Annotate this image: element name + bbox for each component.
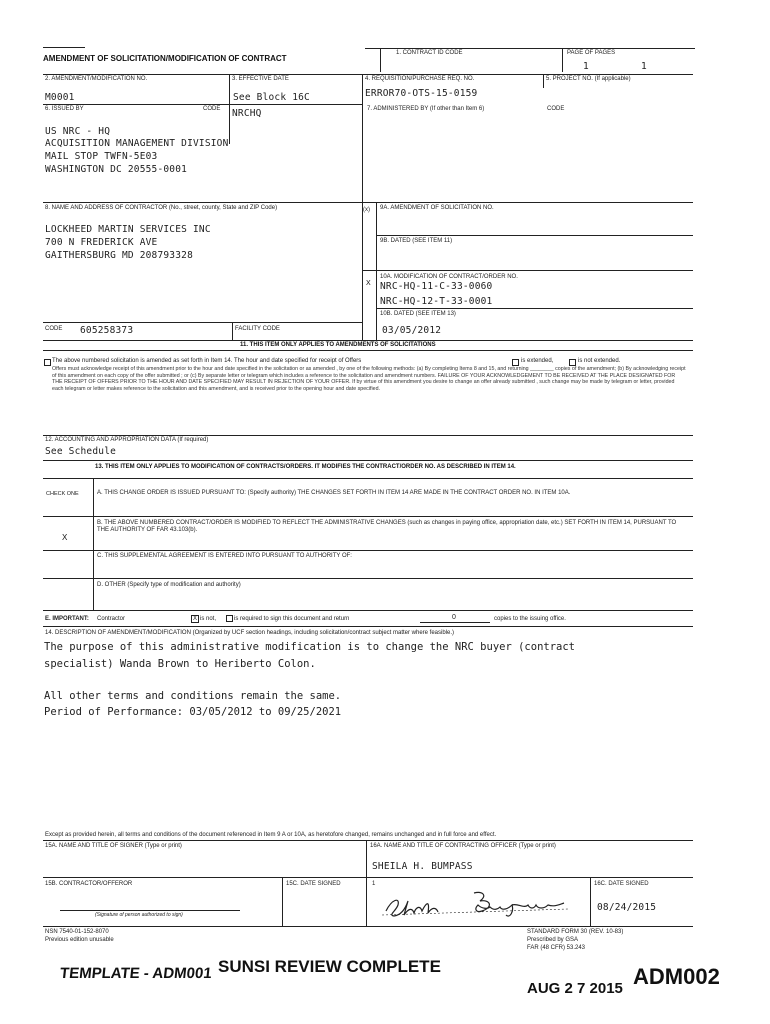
row-rule — [43, 550, 693, 551]
contractor-line-1: LOCKHEED MARTIN SERVICES INC — [45, 224, 211, 235]
field-6-code-label: CODE — [203, 106, 221, 112]
row-rule — [43, 478, 693, 479]
field-9a-label: 9A. AMENDMENT OF SOLICITATION NO. — [380, 205, 494, 211]
field-15b-signature-label: (Signature of person authorized to sign) — [95, 912, 183, 918]
not-extended-checkbox[interactable] — [569, 359, 576, 366]
col-divider — [229, 74, 230, 144]
row-rule — [43, 460, 693, 461]
field-3-label: 3. EFFECTIVE DATE — [232, 76, 289, 82]
contractor-line-3: GAITHERSBURG MD 208793328 — [45, 250, 193, 261]
prescribed-label: Prescribed by GSA — [527, 937, 579, 943]
adm-stamp: ADM002 — [633, 964, 720, 989]
facility-code-label: FACILITY CODE — [235, 326, 280, 332]
important-label: E. IMPORTANT: — [45, 616, 89, 622]
extended-label: is extended, — [521, 358, 554, 364]
col-divider — [376, 202, 377, 340]
row-rule — [376, 308, 693, 309]
issuer-line-4: WASHINGTON DC 20555-0001 — [45, 164, 188, 175]
form-title: AMENDMENT OF SOLICITATION/MODIFICATION OF CONTRACT — [43, 54, 287, 63]
field-8-label: 8. NAME AND ADDRESS OF CONTRACTOR (No., street, county, State and ZIP Code) — [45, 205, 278, 211]
field-16a-label: 16A. NAME AND TITLE OF CONTRACTING OFFICER (Type or print) — [370, 843, 556, 849]
copies-underline — [420, 622, 490, 623]
description-line-5: Period of Performance: 03/05/2012 to 09/25/2021 — [44, 706, 342, 718]
row-rule — [43, 74, 693, 75]
col-divider — [232, 322, 233, 340]
field-7-label: 7. ADMINISTERED BY (If other than Item 6) — [367, 106, 485, 112]
is-not-checkbox[interactable]: X — [192, 616, 197, 622]
field-6-label: 6. ISSUED BY — [45, 106, 84, 112]
section-13d: D. OTHER (Specify type of modification and authority) — [97, 582, 241, 588]
field-10a-mark: X — [366, 280, 371, 287]
except-text: Except as provided herein, all terms and conditions of the document referenced in Item 9 A or 10A, as heretofore changed, remains unchanged and in full force and effect. — [45, 832, 497, 838]
row-rule — [43, 350, 693, 351]
row-rule — [43, 340, 693, 341]
section-13c: C. THIS SUPPLEMENTAL AGREEMENT IS ENTERED INTO PURSUANT TO AUTHORITY OF: — [97, 553, 352, 559]
is-required-checkbox[interactable] — [226, 615, 233, 622]
solicitation-amended-checkbox[interactable] — [44, 359, 51, 366]
far-label: FAR (48 CFR) 53.243 — [527, 945, 586, 951]
col-divider — [282, 877, 283, 926]
field-16c-label: 16C. DATE SIGNED — [594, 881, 649, 887]
field-3-value: See Block 16C — [233, 92, 310, 103]
section-13-title: 13. THIS ITEM ONLY APPLIES TO MODIFICATION OF CONTRACTS/ORDERS. IT MODIFIES THE CONTRACT/ORDER NO. AS DESCRIBED IN ITEM 14. — [95, 464, 516, 470]
field-7-code-label: CODE — [547, 106, 565, 112]
field-9b-label: 9B. DATED (SEE ITEM 11) — [380, 238, 453, 244]
field-16b-prefix: 1 — [372, 881, 376, 887]
contractor-code: 605258373 — [80, 325, 134, 336]
contractor-code-label: CODE — [45, 326, 63, 332]
not-extended-label: is not extended. — [578, 358, 621, 364]
issuer-line-2: ACQUISITION MANAGEMENT DIVISION — [45, 138, 229, 149]
pages-count: 1 — [641, 61, 647, 72]
field-12-label: 12. ACCOUNTING AND APPROPRIATION DATA (If required) — [45, 437, 209, 443]
field-16a-value: SHEILA H. BUMPASS — [372, 861, 473, 872]
field-15b-label: 15B. CONTRACTOR/OFFEROR — [45, 881, 133, 887]
field-16c-value: 08/24/2015 — [597, 902, 657, 913]
col-divider — [366, 840, 367, 926]
row-rule — [43, 926, 693, 927]
issuer-line-3: MAIL STOP TWFN-5E03 — [45, 151, 158, 162]
row-rule — [43, 840, 693, 841]
check-one-label: CHECK ONE — [46, 491, 79, 497]
field-10a-value-1: NRC-HQ-11-C-33-0060 — [380, 281, 493, 292]
field-15a-label: 15A. NAME AND TITLE OF SIGNER (Type or print) — [45, 843, 182, 849]
top-rule — [43, 47, 85, 48]
row-rule — [43, 104, 363, 105]
field-9a-mark: (x) — [363, 207, 370, 213]
section-13b-mark: X — [62, 533, 68, 542]
col-divider — [93, 478, 94, 610]
description-line-1: The purpose of this administrative modification is to change the NRC buyer (contract — [44, 641, 576, 653]
signature-line — [60, 910, 240, 911]
header-divider — [380, 48, 381, 72]
row-rule — [43, 578, 693, 579]
copies-value: 0 — [452, 614, 456, 621]
section-13a: A. THIS CHANGE ORDER IS ISSUED PURSUANT TO: (Specify authority) THE CHANGES SET FORTH IN ITEM 14 ARE MADE IN THE CONTRACT ORDER NO. IN ITEM 10A. — [97, 490, 571, 496]
contractor-word: Contractor — [97, 616, 126, 622]
previous-edition-label: Previous edition unusable — [45, 937, 114, 943]
header-rule — [365, 48, 695, 49]
description-line-2: specialist) Wanda Brown to Heriberto Colon. — [44, 658, 316, 670]
page-number: 1 — [583, 61, 589, 72]
field-15c-label: 15C. DATE SIGNED — [286, 881, 341, 887]
row-rule — [43, 626, 693, 627]
row-rule — [43, 516, 693, 517]
field-10b-label: 10B. DATED (SEE ITEM 13) — [380, 311, 456, 317]
field-4-label: 4. REQUISITION/PURCHASE REQ. NO. — [365, 76, 475, 82]
col-divider — [362, 202, 363, 340]
contractor-line-2: 700 N FREDERICK AVE — [45, 237, 158, 248]
field-10b-value: 03/05/2012 — [382, 325, 442, 336]
extended-checkbox[interactable] — [512, 359, 519, 366]
row-rule — [43, 610, 693, 611]
field-14-label: 14. DESCRIPTION OF AMENDMENT/MODIFICATION (Organized by UCF section headings, including solicitation/contract subject matter where feasible.) — [45, 630, 455, 636]
field-2-value: M0001 — [45, 92, 75, 103]
standard-form-label: STANDARD FORM 30 (REV. 10-83) — [527, 929, 624, 935]
issuer-line-1: US NRC - HQ — [45, 126, 111, 137]
copies-text: copies to the issuing office. — [494, 616, 566, 622]
section-11-title: 11. THIS ITEM ONLY APPLIES TO AMENDMENTS OF SOLICITATIONS — [240, 342, 436, 348]
field-6-code: NRCHQ — [232, 108, 262, 119]
row-rule — [43, 202, 693, 203]
row-rule — [43, 435, 693, 436]
is-not-label: is not, — [200, 616, 217, 622]
field-2-label: 2. AMENDMENT/MODIFICATION NO. — [45, 76, 148, 82]
description-line-4: All other terms and conditions remain the same. — [44, 690, 342, 702]
field-4-value: ERROR70-OTS-15-0159 — [365, 88, 478, 99]
section-11-paragraph: Offers must acknowledge receipt of this amendment prior to the hour and date specified in the solicitation or as amended , by one of the following methods: (a) By completing Items 8 and 15, and returning ________ copies of the amendment; (b) By acknowledging receipt of this amendment on each copy of the offer submitted ; or (c) By separate letter or telegram which includes a reference to the solicitation and amendment numbers. FAILURE OF YOUR ACKNOWLEDGEMENT TO BE RECEIVED AT THE PLACE DESIGNATED FOR THE RECEIPT OF OFFERS PRIOR TO THE HOUR AND DATE SPECIFIED MAY RESULT IN REJECTION OF YOUR OFFER. If by virtue of this amendment you desire to change an offer already submitted , such change may be made by telegram or letter, provided each telegram or letter makes reference to the solicitation and this amendment, and is received prior to the opening hour and date specified. — [52, 366, 686, 392]
row-rule — [376, 235, 693, 236]
nsn-label: NSN 7540-01-152-8070 — [45, 929, 109, 935]
row-rule — [43, 877, 693, 878]
section-11-line-1: The above numbered solicitation is amended as set forth in Item 14. The hour and date specified for receipt of Offers — [52, 358, 362, 364]
header-divider — [562, 48, 563, 72]
field-10a-label: 10A. MODIFICATION OF CONTRACT/ORDER NO. — [380, 274, 518, 280]
template-stamp: TEMPLATE - ADM001 — [59, 965, 213, 982]
col-divider — [590, 877, 591, 926]
col-divider — [543, 74, 544, 88]
contract-id-label: 1. CONTRACT ID CODE — [396, 50, 463, 56]
field-5-label: 5. PROJECT NO. (If applicable) — [546, 76, 631, 82]
contracting-officer-signature — [378, 885, 578, 921]
section-13b: B. THE ABOVE NUMBERED CONTRACT/ORDER IS MODIFIED TO REFLECT THE ADMINISTRATIVE CHANGES (such as changes in paying office, appropriation date, etc.) SET FORTH IN ITEM 14, PURSUANT TO THE AUTHORITY OF FAR 43.103(b). — [97, 520, 677, 533]
field-10a-value-2: NRC-HQ-12-T-33-0001 — [380, 296, 493, 307]
sunsi-review-stamp: SUNSI REVIEW COMPLETE — [218, 957, 441, 976]
date-stamp: AUG 2 7 2015 — [527, 980, 623, 997]
field-12-value: See Schedule — [45, 446, 117, 457]
is-required-label: is required to sign this document and return — [234, 616, 350, 622]
row-rule — [43, 322, 363, 323]
page-of-pages-label: PAGE OF PAGES — [567, 50, 616, 56]
row-rule — [362, 270, 693, 271]
